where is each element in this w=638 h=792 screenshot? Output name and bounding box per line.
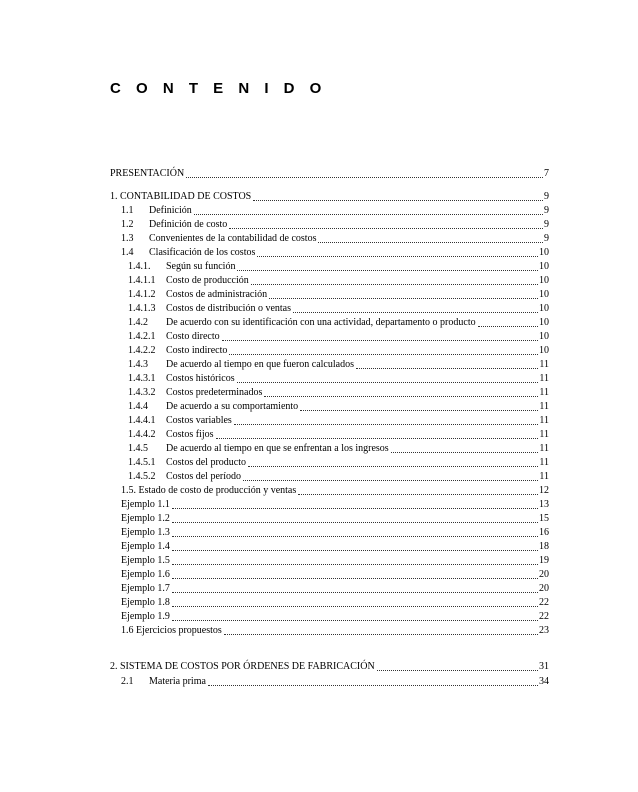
- toc-entry-number: 1.4: [121, 247, 134, 258]
- toc-entry-page-number: 20: [539, 569, 549, 580]
- dot-leader: [172, 582, 538, 593]
- toc-entry[interactable]: [121, 553, 549, 567]
- toc-entry[interactable]: [110, 659, 549, 673]
- toc-entry-title: Costo directo: [166, 331, 220, 342]
- toc-entry-number: 1.4.3: [128, 359, 148, 370]
- toc-entry-label: [128, 443, 389, 455]
- toc-entry-page-number: 16: [539, 527, 549, 538]
- toc-entry-title: Costos del período: [166, 471, 241, 482]
- toc-entry[interactable]: [121, 497, 549, 511]
- toc-entry[interactable]: [121, 623, 549, 637]
- dot-leader: [222, 330, 538, 341]
- toc-entry-label: [121, 513, 170, 525]
- toc-entry-title: Ejemplo 1.4: [121, 541, 170, 552]
- toc-entry[interactable]: [121, 483, 549, 497]
- toc-entry-label: [128, 401, 298, 413]
- toc-entry-label: [121, 233, 316, 245]
- toc-entry-page-number: 11: [539, 401, 549, 412]
- toc-entry-page-number: 11: [539, 457, 549, 468]
- toc-entry-label: [128, 331, 220, 343]
- dot-leader: [172, 610, 538, 621]
- dot-leader: [293, 302, 538, 313]
- toc-entry-title: Costos de distribución o ventas: [166, 303, 291, 314]
- toc-entry-title: PRESENTACIÓN: [110, 168, 185, 179]
- toc-entry-title: Ejemplo 1.3: [121, 527, 170, 538]
- toc-entry-page-number: 23: [539, 625, 549, 636]
- toc-entry-label: [128, 387, 262, 399]
- dot-leader: [237, 260, 538, 271]
- toc-entry-label: [121, 485, 296, 497]
- toc-entry[interactable]: [128, 371, 549, 385]
- toc-entry-number: 1.4.2.1: [128, 331, 156, 342]
- toc-entry-label: [121, 583, 170, 595]
- toc-entry-page-number: 9: [544, 191, 549, 202]
- toc-entry[interactable]: [121, 217, 549, 231]
- toc-entry[interactable]: [128, 399, 549, 413]
- toc-entry-label: [128, 359, 354, 371]
- toc-entry-title: Según su función: [166, 261, 236, 272]
- toc-entry-title: Costo de producción: [166, 275, 249, 286]
- toc-entry-label: [128, 457, 246, 469]
- dot-leader: [377, 660, 538, 671]
- toc-entry-number: 1.4.2.2: [128, 345, 156, 356]
- toc-entry-page-number: 10: [539, 247, 549, 258]
- toc-entry[interactable]: [121, 231, 549, 245]
- toc-entry[interactable]: [128, 329, 549, 343]
- toc-entry-page-number: 34: [539, 676, 549, 687]
- toc-entry-label: [121, 625, 222, 637]
- toc-entry-title: 1.6 Ejercicios propuestos: [121, 625, 222, 636]
- dot-leader: [172, 596, 538, 607]
- toc-entry[interactable]: [121, 567, 549, 581]
- toc-entry-label: [110, 191, 251, 203]
- dot-leader: [172, 526, 538, 537]
- toc-entry-page-number: 10: [539, 261, 549, 272]
- toc-entry-number: 1.4.4.2: [128, 429, 156, 440]
- toc-entry-title: Ejemplo 1.1: [121, 499, 170, 510]
- toc-entry-page-number: 18: [539, 541, 549, 552]
- dot-leader: [264, 386, 538, 397]
- toc-entry[interactable]: [121, 609, 549, 623]
- toc-entry-page-number: 12: [539, 485, 549, 496]
- toc-entry[interactable]: [121, 674, 549, 688]
- toc-entry-number: 1.1: [121, 205, 134, 216]
- toc-entry-label: [121, 676, 206, 688]
- toc-entry-label: [121, 611, 170, 623]
- toc-entry-label: [128, 317, 476, 329]
- toc-entry[interactable]: [128, 287, 549, 301]
- toc-entry-label: [110, 661, 375, 673]
- toc-entry-number: 1.4.1.2: [128, 289, 156, 300]
- toc-entry[interactable]: [128, 427, 549, 441]
- toc-entry[interactable]: [128, 273, 549, 287]
- toc-entry[interactable]: [110, 166, 549, 180]
- toc-entry[interactable]: [128, 301, 549, 315]
- dot-leader: [298, 484, 538, 495]
- toc-entry-title: Costo indirecto: [166, 345, 228, 356]
- toc-entry-number: 1.4.4.1: [128, 415, 156, 426]
- toc-entry-title: 2. SISTEMA DE COSTOS POR ÓRDENES DE FABRICACIÓN: [110, 661, 375, 672]
- dot-leader: [224, 624, 538, 635]
- toc-entry-title: De acuerdo a su comportamiento: [166, 401, 299, 412]
- toc-entry-title: 1. CONTABILIDAD DE COSTOS: [110, 191, 252, 202]
- toc-entry-number: 1.4.2: [128, 317, 148, 328]
- toc-entry-page-number: 10: [539, 275, 549, 286]
- toc-entry-title: Costos del producto: [166, 457, 246, 468]
- toc-entry-label: [110, 168, 184, 180]
- dot-leader: [478, 316, 538, 327]
- toc-entry-page-number: 11: [539, 359, 549, 370]
- toc-entry-page-number: 9: [544, 205, 549, 216]
- toc-entry-title: De acuerdo con su identificación con una actividad, departamento o producto: [166, 317, 476, 328]
- dot-leader: [194, 204, 543, 215]
- toc-entry-label: [128, 373, 235, 385]
- toc-entry-page-number: 10: [539, 303, 549, 314]
- toc-entry-page-number: 10: [539, 317, 549, 328]
- dot-leader: [172, 512, 538, 523]
- toc-entry-title: Costos históricos: [166, 373, 235, 384]
- dot-leader: [356, 358, 538, 369]
- dot-leader: [229, 218, 543, 229]
- toc-entry-title: Materia prima: [149, 676, 206, 687]
- toc-entry-number: 1.4.1.3: [128, 303, 156, 314]
- toc-entry-title: Ejemplo 1.5: [121, 555, 170, 566]
- toc-entry-title: Costos fijos: [166, 429, 214, 440]
- toc-entry-number: 1.4.4: [128, 401, 148, 412]
- toc-entry-title: Ejemplo 1.2: [121, 513, 170, 524]
- toc-entry-number: 1.4.3.1: [128, 373, 156, 384]
- toc-entry-page-number: 10: [539, 331, 549, 342]
- toc-entry-page-number: 22: [539, 611, 549, 622]
- toc-entry-page-number: 9: [544, 233, 549, 244]
- toc-entry[interactable]: [121, 511, 549, 525]
- dot-leader: [229, 344, 538, 355]
- dot-leader: [172, 554, 538, 565]
- dot-leader: [248, 456, 538, 467]
- toc-entry-label: [128, 415, 232, 427]
- toc-entry-label: [121, 527, 170, 539]
- toc-entry[interactable]: [121, 581, 549, 595]
- toc-entry-number: 1.4.3.2: [128, 387, 156, 398]
- toc-entry-page-number: 20: [539, 583, 549, 594]
- toc-entry-title: Definición: [149, 205, 192, 216]
- toc-entry-page-number: 11: [539, 471, 549, 482]
- dot-leader: [237, 372, 539, 383]
- toc-entry-number: 1.4.1.: [128, 261, 151, 272]
- toc-entry[interactable]: [128, 343, 549, 357]
- toc-entry-page-number: 15: [539, 513, 549, 524]
- toc-entry-label: [128, 275, 249, 287]
- toc-entry-title: Costos variables: [166, 415, 232, 426]
- toc-entry-page-number: 31: [539, 661, 549, 672]
- toc-entry[interactable]: [128, 259, 549, 273]
- toc-entry-page-number: 9: [544, 219, 549, 230]
- dot-leader: [172, 540, 538, 551]
- toc-entry-label: [121, 205, 192, 217]
- toc-entry-number: 1.4.5.1: [128, 457, 156, 468]
- toc-entry[interactable]: [128, 441, 549, 455]
- dot-leader: [251, 274, 538, 285]
- toc-entry-page-number: 11: [539, 373, 549, 384]
- dot-leader: [318, 232, 543, 243]
- toc-entry-page-number: 11: [539, 415, 549, 426]
- toc-entry[interactable]: [128, 469, 549, 483]
- toc-entry-title: Ejemplo 1.9: [121, 611, 170, 622]
- toc-entry-title: Costos predeterminados: [166, 387, 263, 398]
- toc-entry-title: Ejemplo 1.6: [121, 569, 170, 580]
- toc-entry-title: Ejemplo 1.8: [121, 597, 170, 608]
- toc-entry-title: Costos de administración: [166, 289, 268, 300]
- toc-entry-label: [121, 219, 227, 231]
- toc-entry[interactable]: [128, 357, 549, 371]
- toc-entry[interactable]: [121, 245, 549, 259]
- toc-entry-label: [128, 345, 227, 357]
- dot-leader: [300, 400, 538, 411]
- toc-entry-label: [121, 555, 170, 567]
- dot-leader: [253, 190, 543, 201]
- toc-entry-title: Definición de costo: [149, 219, 228, 230]
- toc-entry-label: [128, 289, 267, 301]
- toc-entry-page-number: 11: [539, 443, 549, 454]
- toc-entry[interactable]: [128, 315, 549, 329]
- toc-entry-title: De acuerdo al tiempo en que se enfrentan a los ingresos: [166, 443, 389, 454]
- dot-leader: [234, 414, 539, 425]
- toc-entry-label: [121, 247, 255, 259]
- page-title: C O N T E N I D O: [110, 80, 327, 97]
- toc-entry-page-number: 10: [539, 289, 549, 300]
- toc-entry-label: [128, 429, 214, 441]
- dot-leader: [257, 246, 538, 257]
- toc-entry-number: 1.3: [121, 233, 134, 244]
- dot-leader: [269, 288, 538, 299]
- toc-entry-number: 2.1: [121, 676, 134, 687]
- toc-entry-title: Convenientes de la contabilidad de costos: [149, 233, 317, 244]
- toc-entry-page-number: 22: [539, 597, 549, 608]
- toc-entry[interactable]: [121, 203, 549, 217]
- dot-leader: [243, 470, 538, 481]
- toc-entry-title: Ejemplo 1.7: [121, 583, 170, 594]
- toc-entry[interactable]: [121, 595, 549, 609]
- toc-entry-label: [121, 499, 170, 511]
- toc-entry-title: 1.5. Estado de costo de producción y ventas: [121, 485, 297, 496]
- toc-entry-label: [128, 471, 241, 483]
- toc-entry-label: [121, 569, 170, 581]
- toc-entry-page-number: 19: [539, 555, 549, 566]
- toc-entry-page-number: 11: [539, 387, 549, 398]
- toc-entry-title: Clasificación de los costos: [149, 247, 256, 258]
- toc-entry-page-number: 11: [539, 429, 549, 440]
- toc-entry-page-number: 10: [539, 345, 549, 356]
- dot-leader: [216, 428, 539, 439]
- toc-entry-label: [121, 541, 170, 553]
- toc-entry-page-number: 13: [539, 499, 549, 510]
- toc-entry[interactable]: [128, 385, 549, 399]
- toc-entry[interactable]: [128, 455, 549, 469]
- toc-entry[interactable]: [121, 539, 549, 553]
- dot-leader: [172, 498, 538, 509]
- toc-entry-number: 1.4.1.1: [128, 275, 156, 286]
- toc-entry[interactable]: [110, 189, 549, 203]
- toc-entry-label: [121, 597, 170, 609]
- toc-entry-number: 1.4.5: [128, 443, 148, 454]
- toc-entry-number: 1.4.5.2: [128, 471, 156, 482]
- dot-leader: [172, 568, 538, 579]
- toc-entry-page-number: 7: [544, 168, 549, 179]
- dot-leader: [186, 167, 543, 178]
- toc-entry-title: De acuerdo al tiempo en que fueron calculados: [166, 359, 354, 370]
- toc-entry-label: [128, 261, 235, 273]
- dot-leader: [208, 675, 538, 686]
- toc-entry[interactable]: [128, 413, 549, 427]
- toc-entry-label: [128, 303, 291, 315]
- dot-leader: [391, 442, 539, 453]
- toc-entry[interactable]: [121, 525, 549, 539]
- toc-entry-number: 1.2: [121, 219, 134, 230]
